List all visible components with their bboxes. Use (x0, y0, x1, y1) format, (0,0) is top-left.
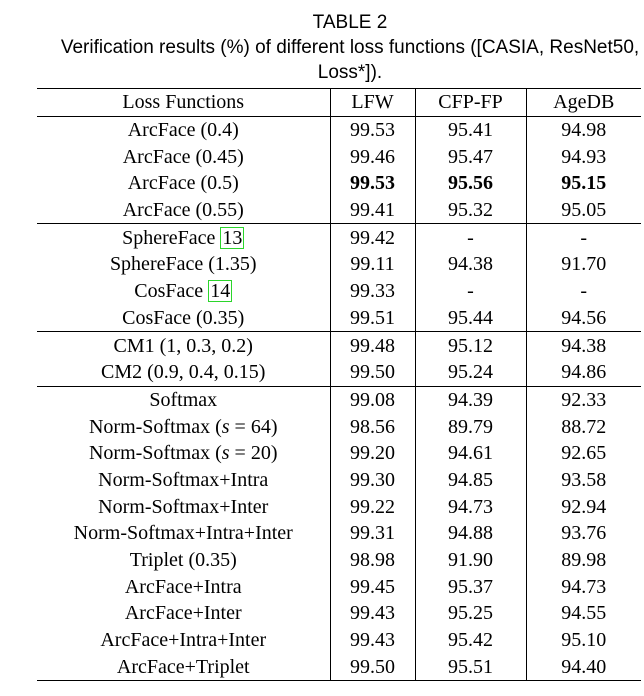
table-row (37, 413, 641, 440)
method-name: ArcFace+Triplet (116, 655, 250, 678)
method-name: Norm-Softmax ( (88, 442, 222, 465)
table-row (37, 143, 641, 170)
row-group (37, 116, 641, 224)
agedb-cell: 94.56 (561, 306, 607, 329)
method-cell (37, 547, 330, 574)
agedb-cell: - (580, 280, 588, 303)
method-cell (37, 332, 330, 359)
lfw-cell: 98.56 (330, 413, 415, 440)
cfp-fp-cell: 95.42 (415, 627, 526, 654)
row-group (37, 332, 641, 386)
lfw-cell: 99.08 (330, 386, 415, 413)
lfw-cell: 99.41 (330, 197, 415, 224)
cfp-fp-cell: - (415, 224, 526, 251)
method-name: ArcFace+Intra+Inter (100, 629, 267, 652)
cfp-fp-cell: 94.88 (415, 520, 526, 547)
method-variable: s (221, 442, 230, 465)
agedb-cell: 95.10 (561, 629, 607, 652)
results-table (37, 88, 641, 681)
method-name: CM2 (0.9, 0.4, 0.15) (101, 361, 266, 384)
cfp-fp-cell: 95.47 (415, 143, 526, 170)
lfw-cell: 99.48 (330, 332, 415, 359)
table-row (37, 440, 641, 467)
table-row (37, 573, 641, 600)
method-cell (37, 493, 330, 520)
table-row (37, 493, 641, 520)
method-cell (37, 116, 330, 143)
cfp-fp-cell: 95.51 (415, 653, 526, 680)
method-cell (37, 413, 330, 440)
method-name: Norm-Softmax+Intra (98, 468, 269, 491)
method-cell (37, 224, 330, 251)
method-cell (37, 467, 330, 494)
header-row (37, 89, 641, 117)
table-row (37, 359, 641, 386)
table-row (37, 116, 641, 143)
citation-link[interactable]: 13 (222, 226, 243, 249)
lfw-cell: 99.42 (330, 224, 415, 251)
cfp-fp-cell: 95.56 (415, 170, 526, 197)
table-row (37, 170, 641, 197)
lfw-cell: 99.33 (330, 278, 415, 305)
table-row (37, 520, 641, 547)
method-cell (37, 600, 330, 627)
method-cell (37, 359, 330, 386)
lfw-cell: 99.53 (330, 116, 415, 143)
lfw-cell: 99.20 (330, 440, 415, 467)
agedb-cell: 95.15 (561, 172, 607, 195)
method-name: CosFace (0.35) (122, 306, 245, 329)
citation-link[interactable]: 14 (210, 280, 231, 303)
agedb-cell: 92.33 (561, 388, 607, 411)
agedb-cell: - (580, 226, 588, 249)
agedb-cell: 95.05 (561, 199, 607, 222)
method-name: Triplet (0.35) (129, 549, 237, 572)
caption-text-line-1: Verification results (%) of different loss functions ([CASIA, ResNet50, (60, 37, 640, 58)
method-name: SphereFace (1.35) (109, 253, 257, 276)
agedb-cell: 92.94 (561, 495, 607, 518)
table-row (37, 278, 641, 305)
lfw-cell: 99.11 (330, 251, 415, 278)
method-name: ArcFace (0.4) (127, 119, 239, 142)
method-cell (37, 305, 330, 332)
method-cell (37, 573, 330, 600)
lfw-cell: 99.50 (330, 653, 415, 680)
lfw-cell: 99.43 (330, 600, 415, 627)
agedb-cell: 94.38 (561, 334, 607, 357)
agedb-cell: 93.58 (561, 468, 607, 491)
lfw-cell: 99.46 (330, 143, 415, 170)
row-group (37, 224, 641, 332)
method-name: ArcFace+Intra (124, 575, 242, 598)
table-row (37, 305, 641, 332)
table-row (37, 547, 641, 574)
method-name: Norm-Softmax+Intra+Inter (73, 522, 293, 545)
agedb-cell: 94.93 (561, 145, 607, 168)
header-cfp-fp: CFP-FP (415, 89, 526, 117)
lfw-cell: 99.53 (330, 170, 415, 197)
lfw-cell: 99.22 (330, 493, 415, 520)
cfp-fp-cell: 95.12 (415, 332, 526, 359)
caption-text-line-2: Loss*]). (317, 62, 383, 83)
header-agedb: AgeDB (553, 91, 615, 114)
agedb-cell: 89.98 (561, 549, 607, 572)
method-cell (37, 251, 330, 278)
table-row (37, 197, 641, 224)
agedb-cell: 92.65 (561, 442, 607, 465)
agedb-cell: 91.70 (561, 253, 607, 276)
lfw-cell: 99.31 (330, 520, 415, 547)
cfp-fp-cell: 91.90 (415, 547, 526, 574)
lfw-cell: 99.30 (330, 467, 415, 494)
agedb-cell: 93.76 (561, 522, 607, 545)
method-name: CM1 (1, 0.3, 0.2) (113, 334, 253, 357)
agedb-cell: 94.98 (561, 119, 607, 142)
cfp-fp-cell: 94.39 (415, 386, 526, 413)
table-row (37, 600, 641, 627)
method-name: Norm-Softmax ( (88, 415, 222, 438)
method-cell (37, 170, 330, 197)
table-row (37, 653, 641, 680)
table-row (37, 386, 641, 413)
method-cell (37, 386, 330, 413)
table-row (37, 224, 641, 251)
method-suffix: = 20) (229, 442, 278, 465)
row-group (37, 386, 641, 681)
cfp-fp-cell: 95.44 (415, 305, 526, 332)
lfw-cell: 99.45 (330, 573, 415, 600)
method-cell (37, 520, 330, 547)
cfp-fp-cell: 94.61 (415, 440, 526, 467)
method-cell (37, 197, 330, 224)
cfp-fp-cell: - (415, 278, 526, 305)
agedb-cell: 94.73 (561, 575, 607, 598)
method-name: Norm-Softmax+Inter (98, 495, 269, 518)
cfp-fp-cell: 89.79 (415, 413, 526, 440)
table-row (37, 332, 641, 359)
cfp-fp-cell: 95.37 (415, 573, 526, 600)
method-cell (37, 627, 330, 654)
agedb-cell: 94.55 (561, 602, 607, 625)
header-loss-functions: Loss Functions (37, 89, 330, 117)
method-name: ArcFace (0.45) (122, 145, 244, 168)
lfw-cell: 99.50 (330, 359, 415, 386)
method-name: SphereFace (122, 226, 216, 249)
table-caption (0, 10, 644, 85)
method-suffix: = 64) (229, 415, 278, 438)
table-label: TABLE 2 (312, 12, 388, 33)
cfp-fp-cell: 95.41 (415, 116, 526, 143)
table-row (37, 627, 641, 654)
agedb-cell: 88.72 (561, 415, 607, 438)
agedb-cell: 94.86 (561, 361, 607, 384)
lfw-cell: 98.98 (330, 547, 415, 574)
lfw-cell: 99.43 (330, 627, 415, 654)
method-cell (37, 278, 330, 305)
cfp-fp-cell: 95.25 (415, 600, 526, 627)
cfp-fp-cell: 95.32 (415, 197, 526, 224)
lfw-cell: 99.51 (330, 305, 415, 332)
method-cell (37, 440, 330, 467)
agedb-cell: 94.40 (561, 655, 607, 678)
table-row (37, 467, 641, 494)
method-name: CosFace (134, 280, 204, 303)
method-name: Softmax (149, 388, 218, 411)
method-name: ArcFace (0.5) (127, 172, 239, 195)
cfp-fp-cell: 95.24 (415, 359, 526, 386)
cfp-fp-cell: 94.85 (415, 467, 526, 494)
method-cell (37, 653, 330, 680)
method-variable: s (221, 415, 230, 438)
cfp-fp-cell: 94.38 (415, 251, 526, 278)
method-cell (37, 143, 330, 170)
table-row (37, 251, 641, 278)
cfp-fp-cell: 94.73 (415, 493, 526, 520)
method-name: ArcFace (0.55) (122, 199, 244, 222)
header-lfw: LFW (330, 89, 415, 117)
method-name: ArcFace+Inter (124, 602, 242, 625)
